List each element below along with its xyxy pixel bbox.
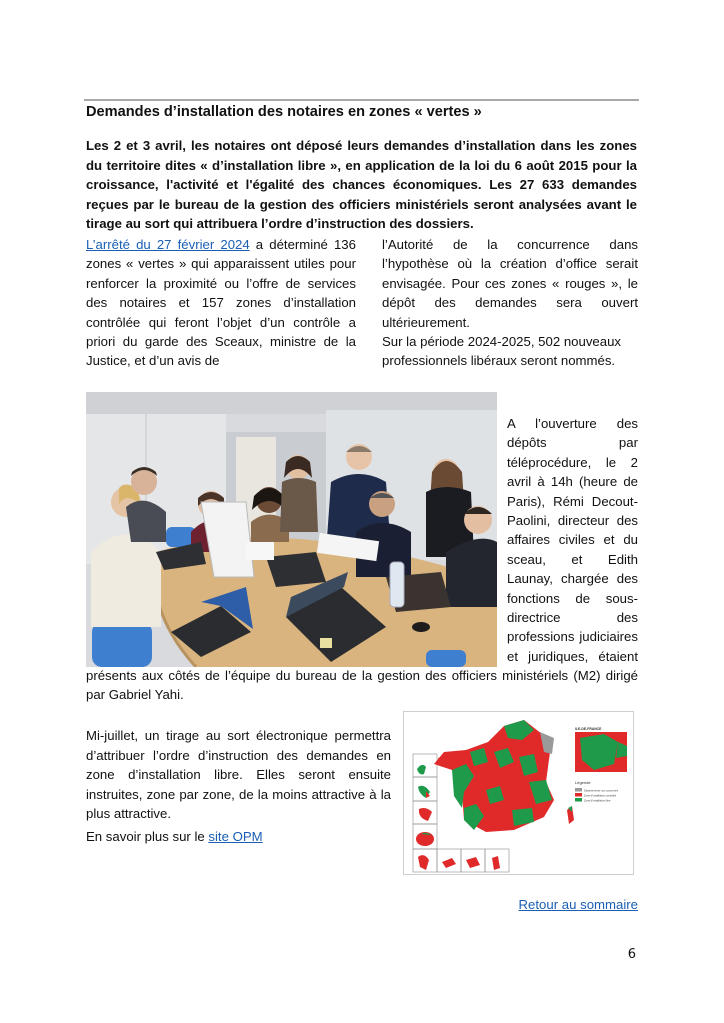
team-photo	[86, 392, 497, 667]
svg-text:ILE-DE-FRANCE: ILE-DE-FRANCE	[575, 727, 602, 731]
mainland-france	[434, 720, 574, 832]
more-info-line	[86, 829, 263, 844]
column-right-text: l’Autorité de la concurrence dans l’hypothèse où la création d’office serait envisagée. Pour ces zones « rouges », le dépôt des demandes sera ouvert ultérieurement.	[382, 237, 638, 330]
article-lead: Les 2 et 3 avril, les notaires ont déposé leurs demandes d’installation dans les zones du territoire dites « d’installation libre », en application de la loi du 6 août 2015 pour la croissance, l'activité et l'égalité des chances économiques. Les 27 633 demandes reçues par le bureau de la gestion des officiers ministériels seront analysées avant le tirage au sort qui attribuera l’ordre d’instruction des dossiers.	[86, 138, 637, 232]
zones-map	[403, 711, 634, 875]
section-divider	[84, 99, 639, 101]
photo-caption-continued: présents aux côtés de l’équipe du bureau de la gestion des officiers ministériels (M2) dirigé par Gabriel Yahi.	[86, 668, 638, 703]
arrete-link[interactable]: L’arrêté du 27 février 2024	[86, 237, 250, 252]
column-right	[382, 235, 638, 371]
page-number: 6	[627, 947, 636, 962]
site-opm-link[interactable]: site OPM	[208, 829, 263, 844]
column-left	[86, 235, 356, 371]
photo-side-text: A l’ouverture des dépôts par téléprocédure, le 2 avril à 14h (heure de Paris), Rémi Decout-Paolini, directeur des affaires civiles et du sceau, et Edith Launay, chargée des fonctions de sous-directrice des professions judiciaires et juridiques, étaient	[507, 416, 638, 664]
svg-text:Zone d'installation contrôlée: Zone d'installation contrôlée	[584, 794, 617, 798]
more-info-prefix: En savoir plus sur le	[86, 829, 209, 844]
back-to-summary-link[interactable]: Retour au sommaire	[518, 897, 638, 912]
svg-text:Zone d'installation libre: Zone d'installation libre	[584, 799, 611, 803]
map-legend	[575, 780, 619, 802]
column-left-text: a déterminé 136 zones « vertes » qui apparaissent utiles pour renforcer la proximité ou l’offre de services des notaires et 157 zones d’installation contrôlée qui feront l’objet d’un contrôle a priori du garde des Sceaux, ministre de la Justice, et d’un avis de	[86, 237, 356, 369]
tirage-paragraph: Mi-juillet, un tirage au sort électronique permettra d’attribuer l’ordre d’instruction des demandes en zone d’installation libre. Elles seront ensuite instruites, zone par zone, de la moins attractive à la plus attractive.	[86, 728, 391, 822]
ile-de-france-inset	[575, 727, 627, 772]
column-right-text-2: Sur la période 2024-2025, 502 nouveaux professionnels libéraux seront nommés.	[382, 334, 622, 369]
article-title: Demandes d’installation des notaires en zones « vertes »	[86, 104, 482, 120]
svg-text:Départements non concernés: Départements non concernés	[584, 789, 619, 793]
svg-text:Légende: Légende	[575, 780, 591, 785]
